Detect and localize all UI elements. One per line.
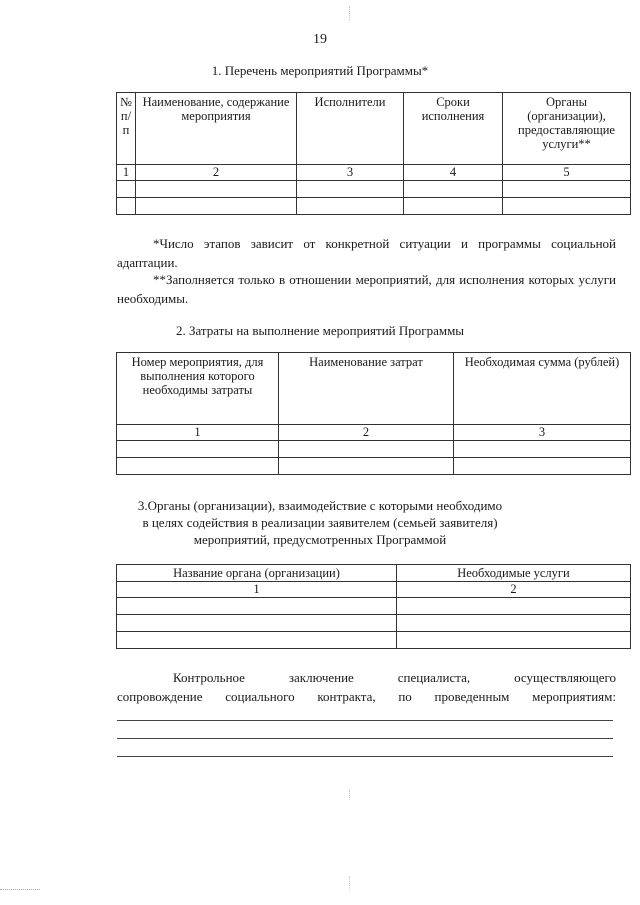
column-number: 4 [404, 165, 503, 181]
section3-title-line2: в целях содействия в реализации заявителем (семьей заявителя) [142, 515, 498, 530]
column-number: 1 [117, 165, 136, 181]
section3-title-line3: мероприятий, предусмотренных Программой [193, 532, 447, 547]
column-number: 1 [117, 425, 279, 441]
column-number: 2 [397, 582, 631, 598]
table-row [117, 181, 631, 198]
activities-table [116, 92, 631, 215]
column-number: 2 [279, 425, 454, 441]
organizations-table [116, 564, 631, 649]
table-row [117, 632, 631, 649]
header-cell: Наименование затрат [279, 353, 454, 425]
table-row [117, 458, 631, 475]
header-cell: Номер мероприятия, для выполнения которого необходимы затраты [117, 353, 279, 425]
footnote-2: **Заполняется только в отношении мероприятий, для исполнения которых услуги необходимы. [117, 272, 616, 306]
table-row [117, 598, 631, 615]
header-cell: Сроки исполнения [404, 93, 503, 165]
conclusion-line-1: Контрольное заключение специалиста, осуществляющего [173, 670, 616, 685]
header-cell: № п/п [117, 93, 136, 165]
column-number: 1 [117, 582, 397, 598]
scan-mark [349, 790, 350, 800]
table-row [117, 441, 631, 458]
costs-table [116, 352, 631, 475]
header-cell: Наименование, содержание мероприятия [136, 93, 297, 165]
table-row [117, 615, 631, 632]
header-cell: Необходимая сумма (рублей) [454, 353, 631, 425]
column-number: 3 [297, 165, 404, 181]
scan-mark [349, 876, 350, 890]
header-cell: Название органа (организации) [117, 565, 397, 582]
conclusion-line-2: сопровождение социального контракта, по проведенным мероприятиям: [117, 689, 616, 704]
conclusion-text [117, 668, 616, 706]
header-cell: Исполнители [297, 93, 404, 165]
page-number: 19 [313, 32, 327, 47]
signature-line-3 [117, 756, 613, 757]
scan-mark [349, 6, 350, 20]
header-cell: Необходимые услуги [397, 565, 631, 582]
table-row [117, 198, 631, 215]
section3-title-line1: 3.Органы (организации), взаимодействие с которыми необходимо [137, 498, 503, 513]
column-number: 5 [503, 165, 631, 181]
signature-line-1 [117, 720, 613, 721]
column-number: 2 [136, 165, 297, 181]
signature-line-2 [117, 738, 613, 739]
header-cell: Органы (организации), предоставляющие услуги** [503, 93, 631, 165]
section1-title: 1. Перечень мероприятий Программы* [211, 63, 429, 78]
scan-mark [0, 889, 40, 890]
section2-title: 2. Затраты на выполнение мероприятий Программы [175, 323, 465, 338]
column-number: 3 [454, 425, 631, 441]
footnote-1: *Число этапов зависит от конкретной ситуации и программы социальной адаптации. [117, 236, 616, 270]
